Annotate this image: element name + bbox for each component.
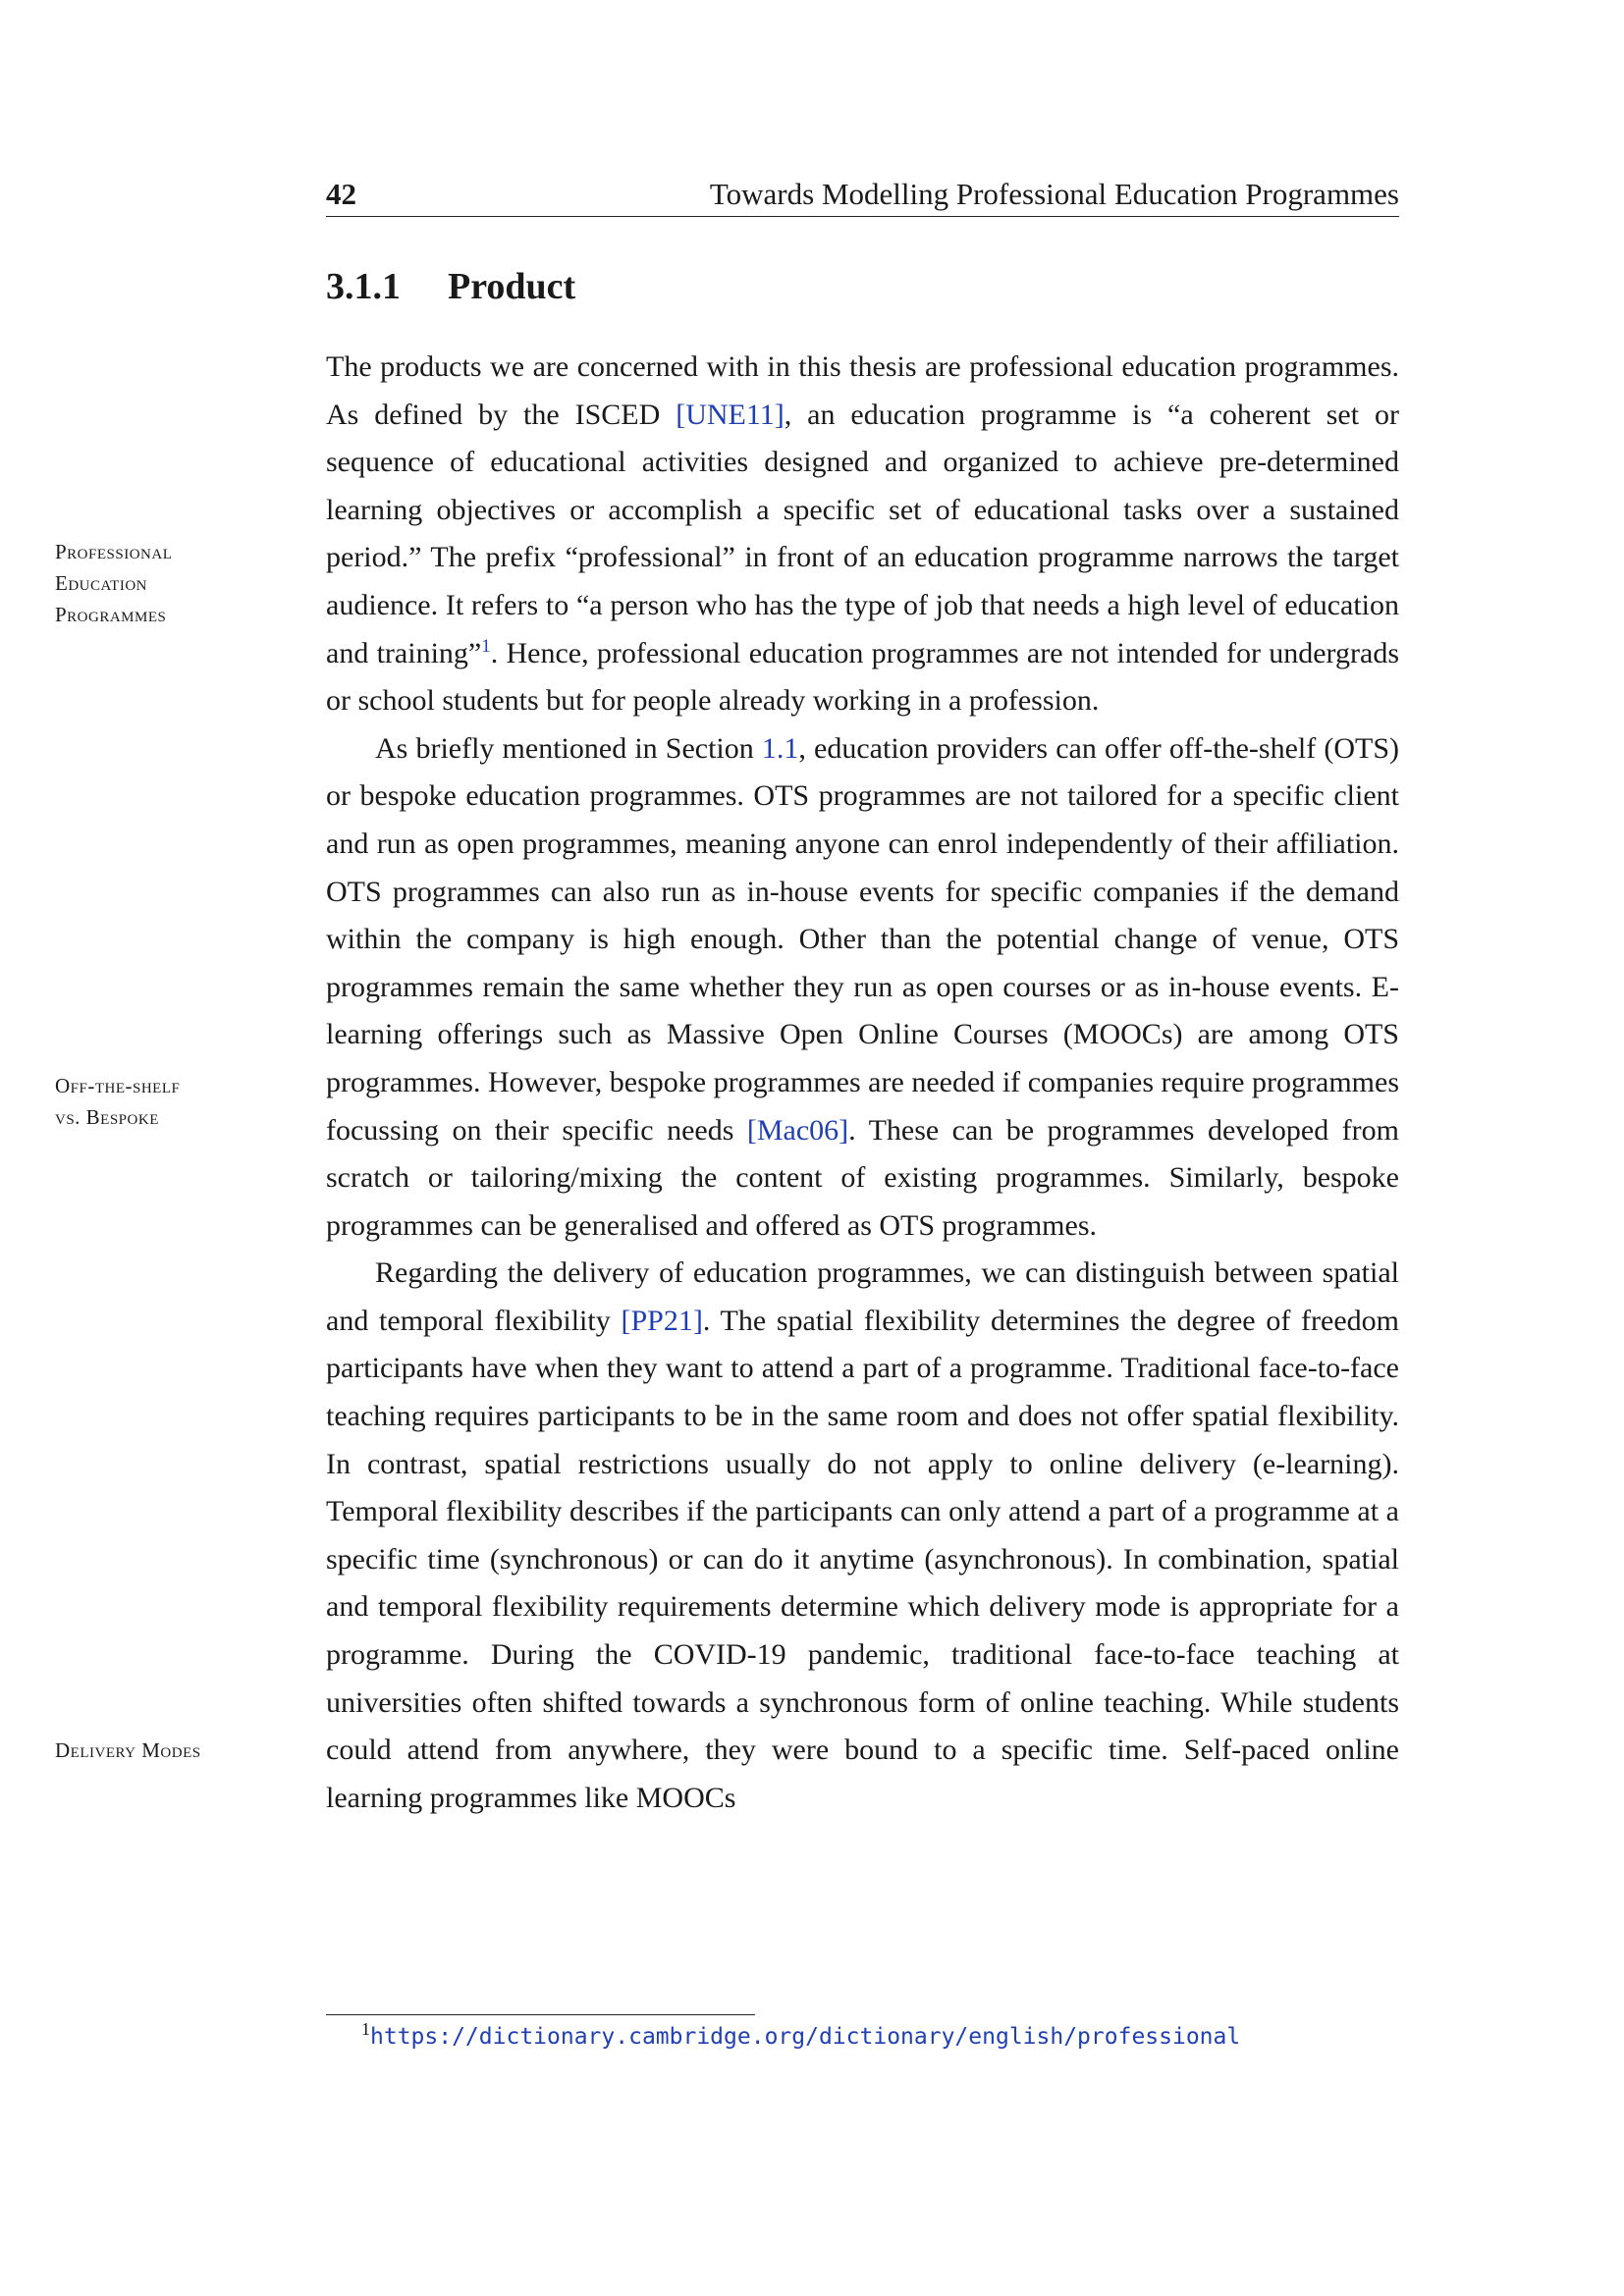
paragraph-3 bbox=[326, 1250, 1399, 1822]
margin-note-line: Education bbox=[55, 571, 147, 595]
text-run: . Hence, professional education programmes are not intended for undergrads or school students but for people already working in a profession. bbox=[326, 636, 1399, 718]
page-header bbox=[326, 173, 1399, 217]
text-run: . These can be programmes developed from scratch or tailoring/mixing the content of existing programmes. Similarly, bespoke programmes can be generalised and offered as OTS programmes. bbox=[326, 1113, 1399, 1242]
margin-note-line: Delivery Modes bbox=[55, 1738, 201, 1762]
paragraph-2 bbox=[326, 725, 1399, 1251]
margin-note-line: Off-the-shelf bbox=[55, 1074, 181, 1097]
footnote-rule bbox=[326, 2014, 755, 2015]
margin-note-delivery-modes bbox=[55, 1735, 300, 1766]
margin-note-line: Programmes bbox=[55, 603, 167, 626]
section-number: 3.1.1 bbox=[326, 266, 401, 307]
margin-note-line: vs. Bespoke bbox=[55, 1105, 159, 1129]
text-run: . The spatial flexibility determines the degree of freedom participants have when they want to attend a part of a programme. Traditional face-to-face teaching requires participants to be in the same room and does not offer spatial flexibility. In contrast, spatial restrictions usually do not apply to online delivery (e-learning). Temporal flexibility describes if the participants can only attend a part of a programme at a specific time (synchronous) or can do it anytime (asynchronous). In combination, spatial and temporal flexibility requirements determine which delivery mode is appropriate for a programme. During the COVID-19 pandemic, traditional face-to-face teaching at universities often shifted towards a synchronous form of online teaching. While students could attend from anywhere, they were bound to a specific time. Self-paced online learning programmes like MOOCs bbox=[326, 1304, 1399, 1814]
citation-une11[interactable]: [UNE11] bbox=[676, 398, 785, 431]
footnote-marker[interactable]: 1 bbox=[481, 635, 491, 657]
paragraph-1 bbox=[326, 344, 1399, 725]
citation-pp21[interactable]: [PP21] bbox=[621, 1304, 703, 1337]
margin-note-ots-vs-bespoke bbox=[55, 1070, 300, 1133]
page-number: 42 bbox=[326, 177, 356, 211]
section-title: Product bbox=[448, 266, 576, 307]
running-title: Towards Modelling Professional Education Programmes bbox=[709, 177, 1399, 211]
text-run: , an education programme is “a coherent set or sequence of educational activities designed and organized to achieve pre-determined learning objectives or accomplish a specific set of educational tasks over a sustained period.” The prefix “professional” in front of an education programme narrows the target audience. It refers to “a person who has the type of job that needs a high level of education and training” bbox=[326, 398, 1399, 669]
section-heading bbox=[326, 265, 575, 308]
citation-mac06[interactable]: [Mac06] bbox=[746, 1113, 849, 1147]
footnote-url-link[interactable]: https://dictionary.cambridge.org/dictionary/english/professional bbox=[370, 2024, 1241, 2050]
text-run: , education providers can offer off-the-shelf (OTS) or bespoke education programmes. OTS programmes are not tailored for a specific client and run as open programmes, meaning anyone can enrol independently of their affiliation. OTS programmes can also run as in-house events for specific companies if the demand within the company is high enough. Other than the potential change of venue, OTS programmes remain the same whether they run as open courses or as in-house events. E-learning offerings such as Massive Open Online Courses (MOOCs) are among OTS programmes. However, bespoke programmes are needed if companies require programmes focussing on their specific needs bbox=[326, 731, 1400, 1147]
section-ref-1-1[interactable]: 1.1 bbox=[761, 731, 799, 765]
body-text bbox=[326, 344, 1399, 1822]
margin-note-professional-education bbox=[55, 536, 300, 630]
text-run: The products we are concerned with in this thesis are professional education programmes. As defined by the ISCED bbox=[326, 350, 1399, 431]
footnote-number: 1 bbox=[361, 2019, 370, 2039]
footnote bbox=[361, 2019, 1241, 2050]
text-run: Regarding the delivery of education programmes, we can distinguish between spatial and temporal flexibility bbox=[326, 1256, 1399, 1337]
margin-note-line: Professional bbox=[55, 540, 173, 563]
text-run: As briefly mentioned in Section bbox=[375, 731, 762, 765]
